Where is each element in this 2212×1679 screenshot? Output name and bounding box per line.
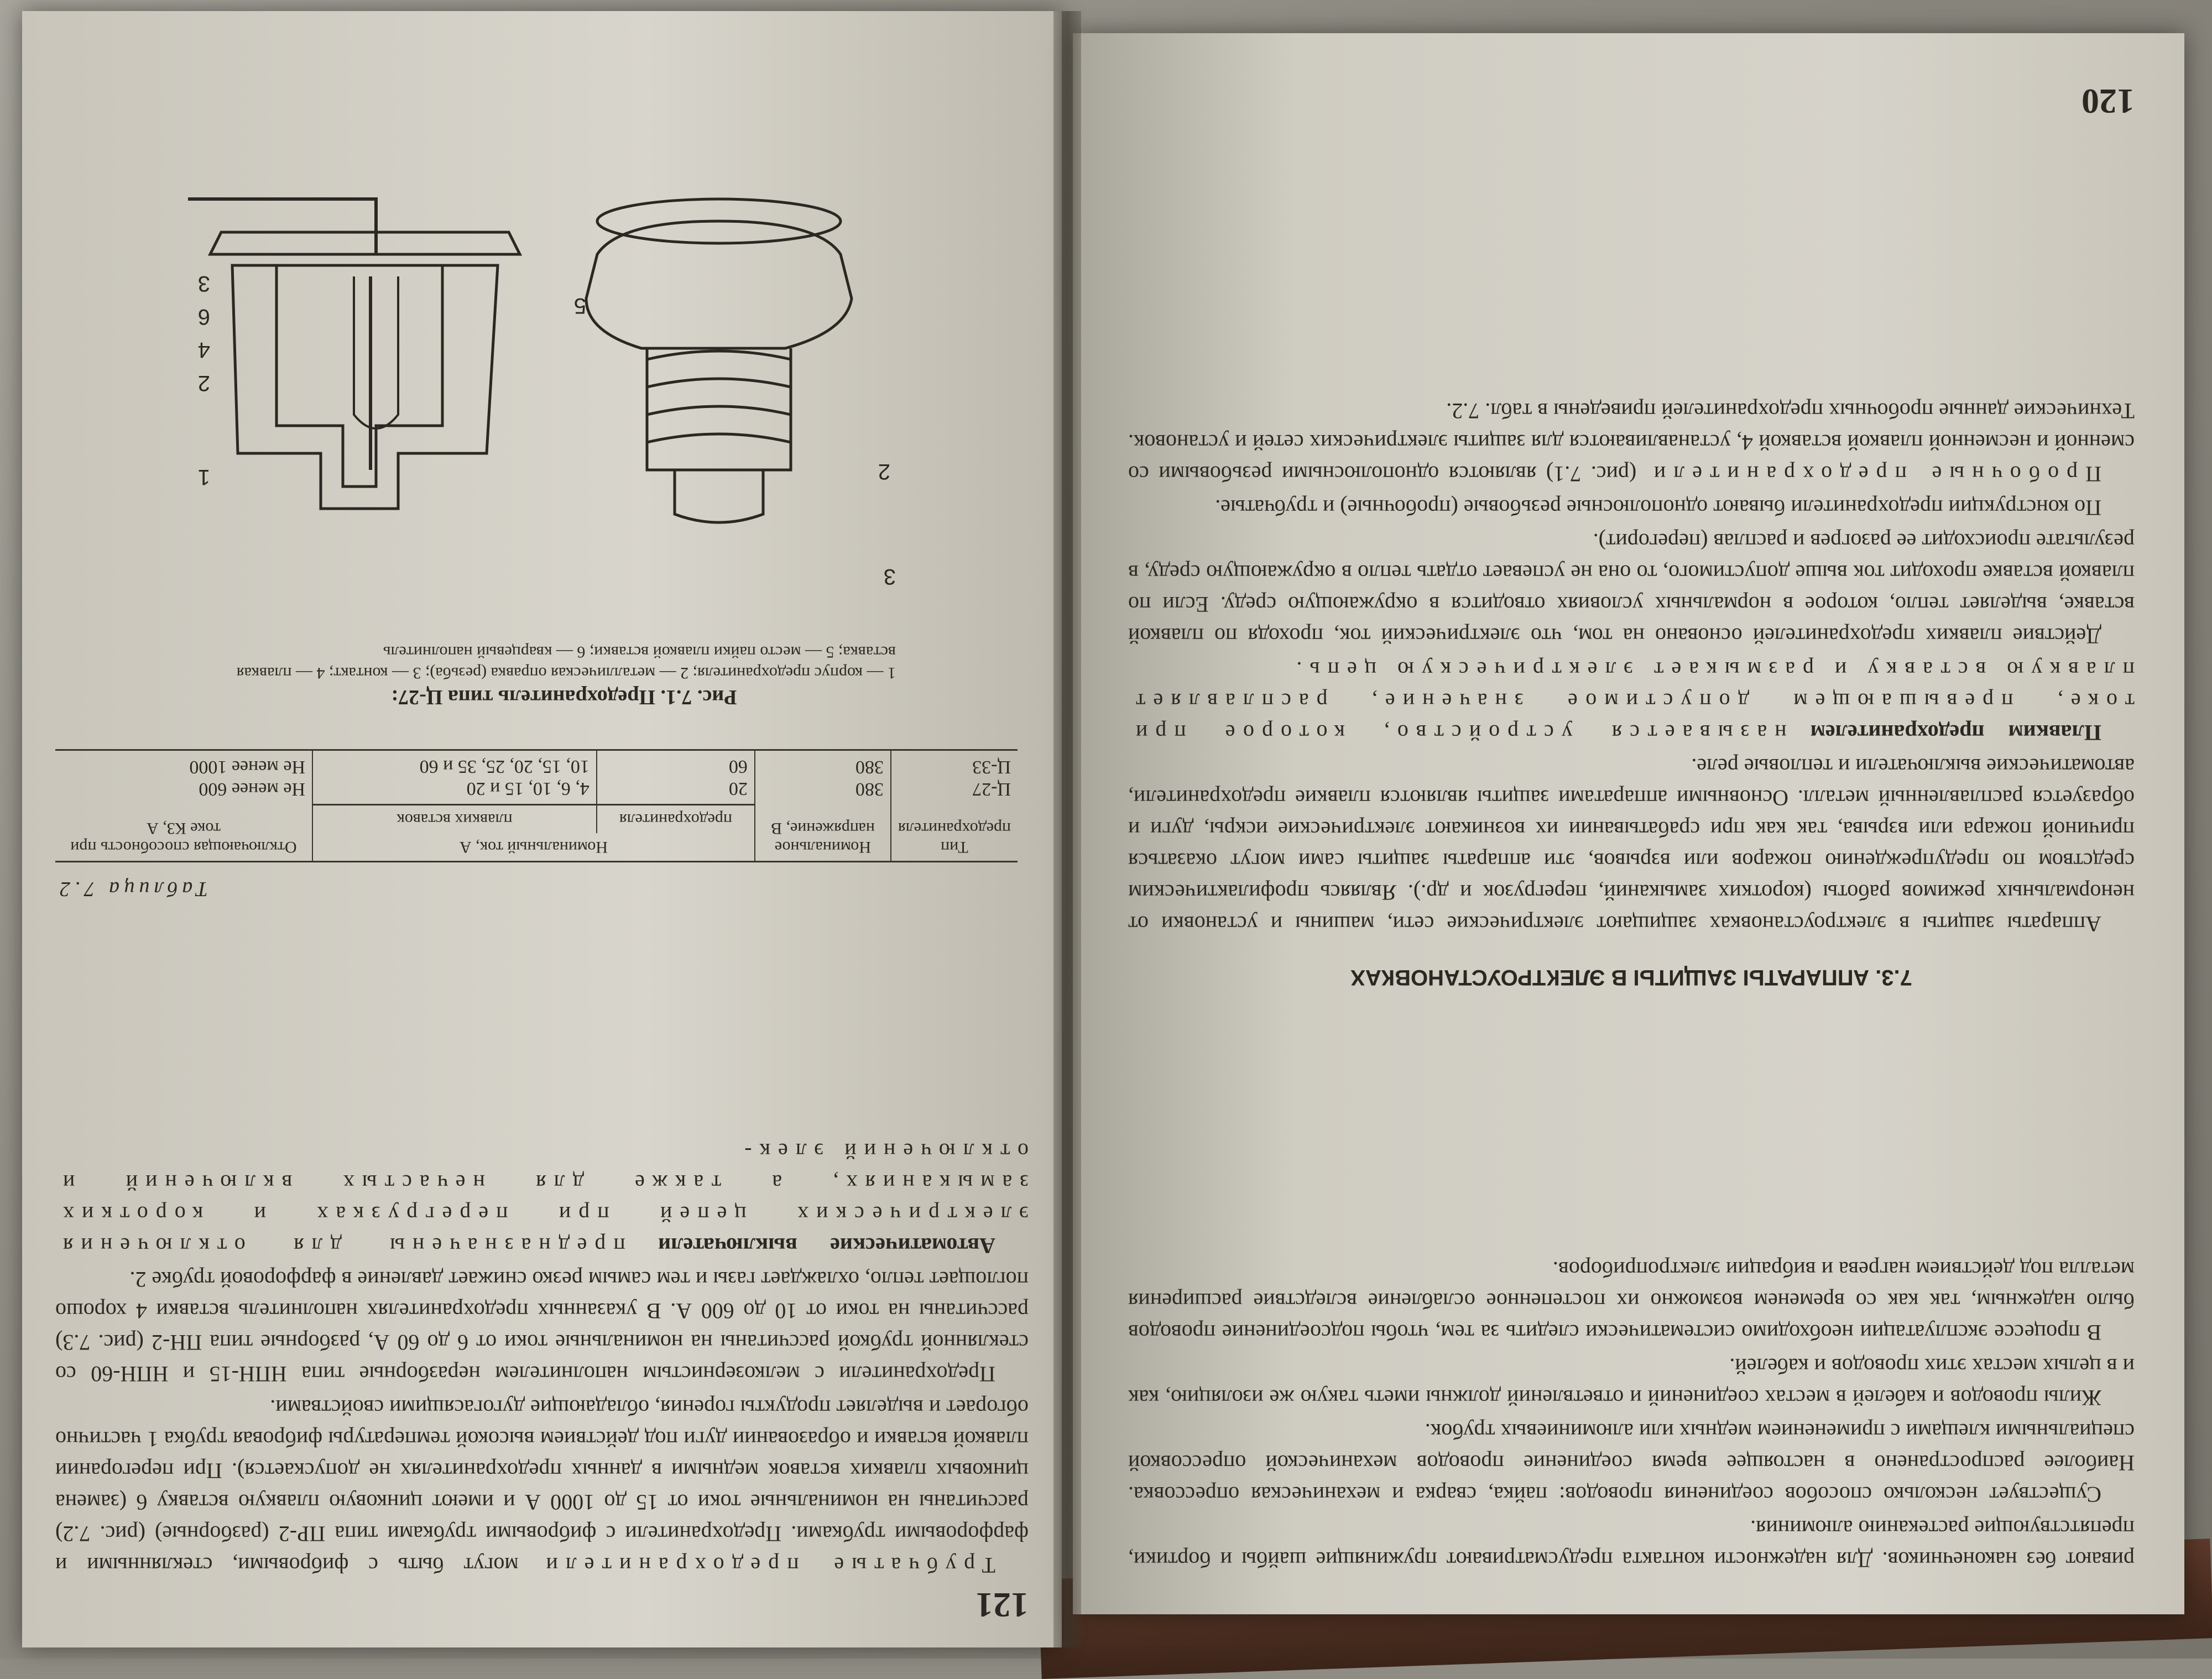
th-holder: предохранителя: [597, 805, 755, 834]
left-text-top: [55, 1133, 1029, 1581]
paragraph-protection-devices: Аппараты защиты в электроустановках защищают электрические сети, машины и установки от ненормальных режимов работы (коротких замыканий, перегрузок и др.). Являясь профилактическим средством по предупреждению пожаров или взрывов, эти аппараты защиты сами могут оказаться причиной пожара или взрыва, так как при срабатывании их возникают электрические искры, дуги и образуется расплавленный металл. Основными аппаратами защиты являются плавкие предохранители, автоматические выключатели и тепловые реле.: [1128, 754, 2135, 937]
label-3b: 3: [197, 271, 210, 296]
th-type: Тип предохранителя: [891, 805, 1018, 862]
right-page: [1073, 33, 2184, 1614]
label-3: 3: [883, 564, 896, 589]
figure-legend: 1 — корпус предохранителя; 2 — металлическая оправка (резьба); 3 — контакт; 4 — плавкая вставка; 5 — место пайки плавкой вставки; 6 — кварцевый наполнитель: [236, 643, 896, 682]
th-fuse: плавких вставок: [312, 805, 597, 834]
fuse-data-table: [55, 749, 1018, 862]
left-page: [22, 11, 1062, 1647]
right-text-bottom: [1128, 393, 2135, 940]
label-1: 1: [197, 465, 210, 489]
figure-title: Рис. 7.1. Предохранитель типа Ц-27:: [391, 686, 737, 709]
paragraph-connection-methods: Существует несколько способов соединения проводов: пайка, сварка и механическая опрессовка. Наиболее распространено в настоящее время соединение проводов механической опрессовкой специальными клещами с применением медных или алюминиевых трубок.: [1128, 1419, 2135, 1507]
label-2: 2: [878, 459, 890, 484]
contact-strip: [188, 199, 376, 254]
left-page-content: [22, 11, 1062, 1647]
right-text-top: [1128, 1252, 2135, 1576]
label-5: 5: [573, 294, 586, 318]
section-base-plate: [210, 232, 520, 254]
th-voltage: Номинальное напряжение, В: [755, 805, 891, 862]
right-page-content: [1073, 33, 2184, 1614]
th-breaking: Отключающая способность при токе КЗ, А: [55, 805, 312, 862]
table-caption: Таблица 7.2: [55, 877, 208, 901]
label-6: 6: [197, 305, 210, 329]
figure-caption: [232, 641, 896, 708]
paragraph-filler-fuses: Предохранители с мелкозернистым наполнителем неразборные типа НПН-15 и НПН-60 со стеклянной трубкой рассчитаны на номинальные токи от 6 до 60 А, разборные типа ПН-2 (рис. 7.3) рассчитаны на токи от 10 до 600 А. В указанных предохранителях наполнитель вставки 4 хорошо поглощает тепло, охлаждает газы и тем самым резко снижает давление в фарфоровой трубке 2.: [55, 1267, 1029, 1387]
page-number-120: 120: [2081, 82, 2135, 121]
paragraph-tubular-fuses: Трубчатые предохранители могут быть с фибровыми, стеклянными и фарфоровыми трубками. Предохранители с фибровыми трубками типа ПР-2 (разборные) (рис. 7.2) рассчитаны на номинальные токи от 15 до 1000 А и имеют цинковую плавкую вставку 6 (замена цинковых плавких вставок медными в данных предохранителях не допускается). При перегорании плавкой вставки и образовании дуги под действием высокой температуры фибровая трубка 1 частично обгорает и выделяет продукты горения, обладающие дугогасящими свойствами.: [55, 1395, 1029, 1578]
book-gutter: [1053, 11, 1081, 1647]
paragraph-continuation: ривают без наконечников. Для надежности контакта предусматривают пружинящие шайбы и бортики, препятствующие растеканию алюминия.: [1128, 1516, 2135, 1572]
th-current-group: Номинальный ток, А: [312, 833, 755, 862]
paragraph-maintenance: В процессе эксплуатации необходимо систематически следить за тем, чтобы подсоединение проводов было надежным, так как со временем возможно их постепенное ослабление вследствие расширения металла под действием нагрева и вибрации электроприборов.: [1128, 1257, 2135, 1345]
paragraph-fuse-design: По конструкции предохранители бывают однополюсные резьбовые (пробочные) и трубчатые.: [1215, 495, 2101, 520]
paragraph-insulation: Жилы проводов и кабелей в местах соединений и ответвлений должны иметь такую же изоляцию, как и в целых местах этих проводов и кабелей.: [1128, 1354, 2135, 1410]
page-number-121: 121: [975, 1586, 1029, 1625]
paragraph-fuse-definition: Плавким предохранителем называется устройство, которое при токе, превышающем допустимое значение, расплавляет плавкую вставку и размыкает электрическую цепь.: [1128, 657, 2135, 745]
label-4: 4: [197, 338, 210, 362]
fuse-diagram: [155, 155, 929, 608]
label-2b: 2: [197, 371, 210, 395]
paragraph-fuse-action: Действие плавких предохранителей основано на том, что электрический ток, проходя по плавкой вставке, выделяет тепло, которое в нормальных условиях отводится в окружающую среду. Если по плавкой вставке проходит ток выше допустимого, то она не успевает отдать тепло в окружающую среду, в результате происходит ее разогрев и расплав (перегорит).: [1128, 529, 2135, 648]
paragraph-circuit-breakers: Автоматические выключатели предназначены для отключения электрических цепей при перегрузках и коротких замыканиях, а также для нечастых включений и отключений элек-: [55, 1139, 1029, 1258]
screw-thread-lines: [647, 351, 791, 442]
section-filler-outline: [354, 276, 398, 428]
fuse-contact-top: [675, 470, 763, 522]
table-row: Ц-27 Ц-33 380 380 20 60 4, 6, 10, 15 и 20 10, 15, 20, 25, 35 и 60 Не менее 600 Не менее 1000: [55, 750, 1018, 805]
fuse-body-outline: [586, 221, 852, 348]
paragraph-plug-fuses: Пробочные предохранители (рис. 7.1) являются однополюсными резьбовыми со сменной и несменной плавкой вставкой 4, устанавливаются для защиты электрических сетей и установок. Технические данные пробочных предохранителей приведены в табл. 7.2.: [1128, 399, 2135, 487]
section-heading: 7.3. АППАРАТЫ ЗАЩИТЫ В ЭЛЕКТРОУСТАНОВКАХ: [1350, 965, 1912, 990]
section-body-outline: [232, 265, 498, 509]
